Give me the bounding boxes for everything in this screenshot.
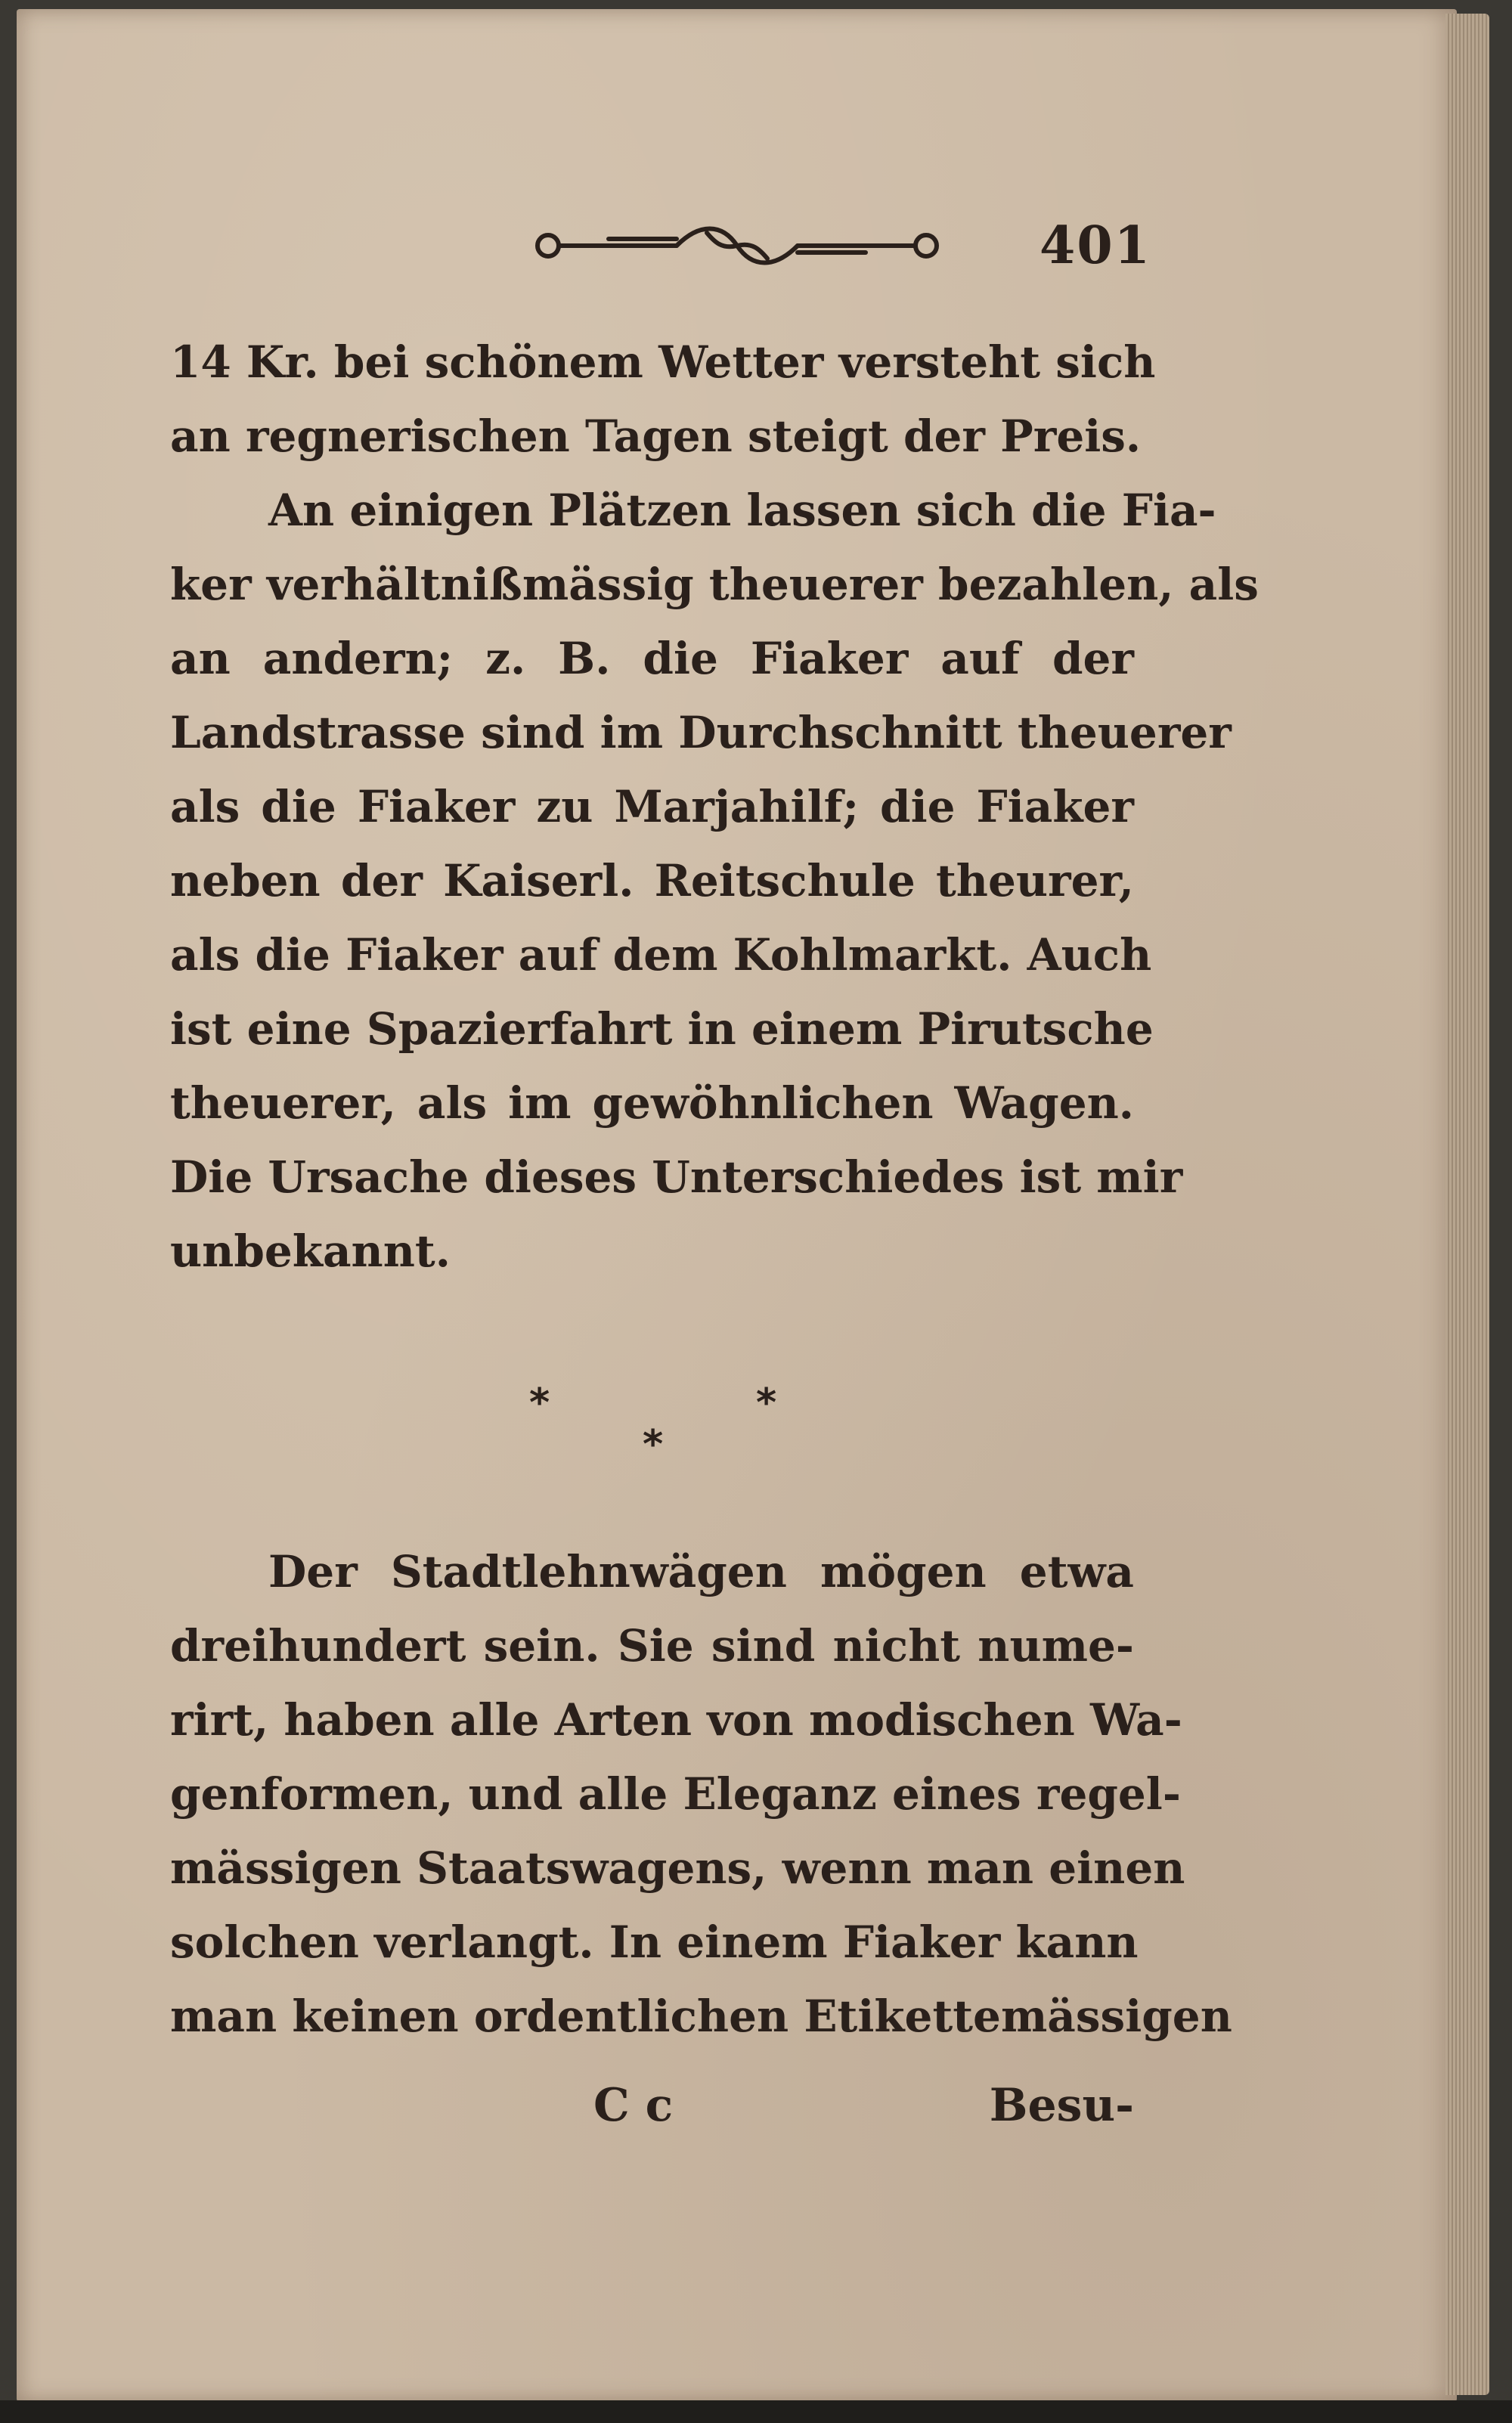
text-line: Landstrasse sind im Durchschnitt theuerer xyxy=(170,707,1232,758)
scan-bottom-border xyxy=(0,2400,1512,2423)
text-line: Der Stadtlehnwägen mögen etwa xyxy=(268,1546,1134,1597)
text-line: theuerer, als im gewöhnlichen Wagen. xyxy=(170,1077,1134,1129)
header-ornament-icon xyxy=(525,219,949,272)
text-line: neben der Kaiserl. Reitschule theurer, xyxy=(170,855,1134,906)
page-edges xyxy=(1445,14,1489,2395)
divider-star: * xyxy=(643,1422,664,1467)
text-line: mässigen Staatswagens, wenn man einen xyxy=(170,1842,1185,1894)
text-line: ist eine Spazierfahrt in einem Pirutsche xyxy=(170,1003,1154,1055)
paragraph-1 xyxy=(170,325,1259,1288)
text-line: ker verhältnißmässig theuerer bezahlen, als xyxy=(170,559,1259,610)
text-line: als die Fiaker auf dem Kohlmarkt. Auch xyxy=(170,929,1152,981)
signature-mark: C c xyxy=(593,2079,674,2132)
divider-star: * xyxy=(529,1380,550,1426)
text-line: man keinen ordentlichen Etikettemässigen xyxy=(170,1991,1232,2042)
section-divider xyxy=(484,1380,801,1467)
page-footer xyxy=(170,2071,1134,2139)
page-number: 401 xyxy=(1040,215,1151,276)
text-line: 14 Kr. bei schönem Wetter versteht sich xyxy=(170,336,1156,388)
text-line: genformen, und alle Eleganz eines regel- xyxy=(170,1768,1181,1820)
text-line: Die Ursache dieses Unterschiedes ist mir xyxy=(170,1151,1183,1203)
text-line: an regnerischen Tagen steigt der Preis. xyxy=(170,411,1142,462)
text-line: dreihundert sein. Sie sind nicht nume- xyxy=(170,1620,1134,1672)
text-line: An einigen Plätzen lassen sich die Fia- xyxy=(268,485,1216,536)
text-line: unbekannt. xyxy=(170,1225,451,1277)
text-line: an andern; z. B. die Fiaker auf der xyxy=(170,633,1134,684)
text-line: als die Fiaker zu Marjahilf; die Fiaker xyxy=(170,781,1134,832)
text-line: rirt, haben alle Arten von modischen Wa- xyxy=(170,1694,1182,1746)
catchword: Besu- xyxy=(989,2079,1134,2132)
divider-star: * xyxy=(756,1380,777,1426)
text-line: solchen verlangt. In einem Fiaker kann xyxy=(170,1916,1139,1968)
page-header xyxy=(170,215,1151,276)
paragraph-2 xyxy=(170,1535,1232,2053)
